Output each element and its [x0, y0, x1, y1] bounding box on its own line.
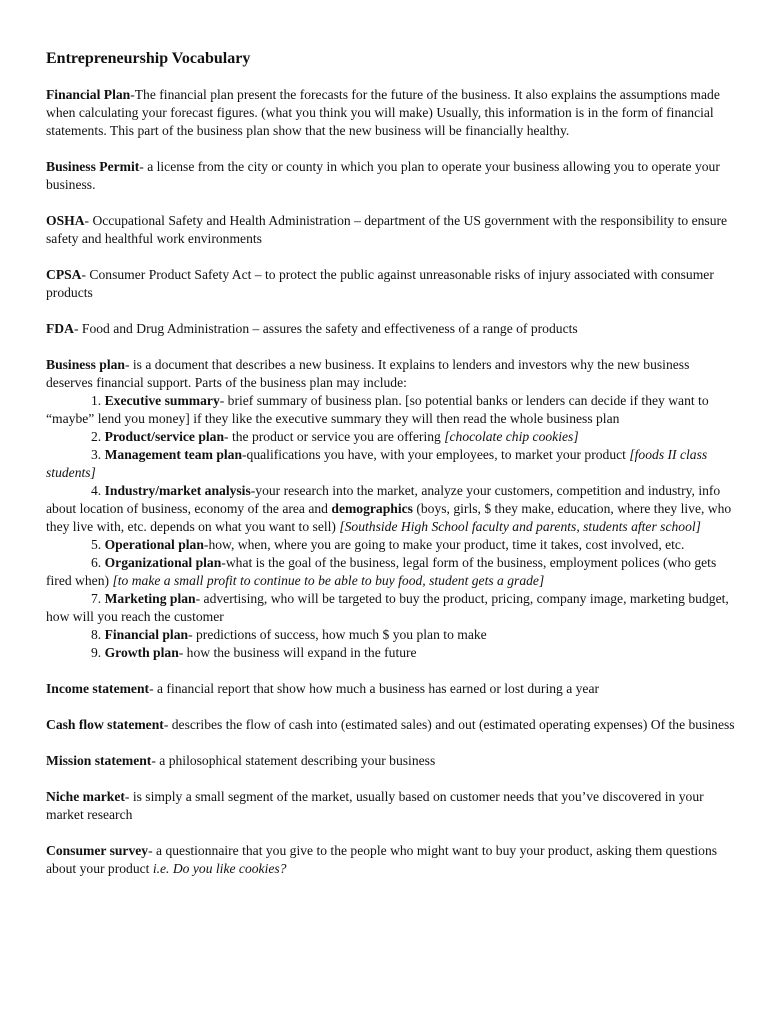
item-text: - how the business will expand in the future: [178, 645, 417, 660]
page-title: Entrepreneurship Vocabulary: [46, 50, 251, 67]
term: Niche market: [46, 789, 125, 804]
item-term: Marketing plan: [104, 591, 196, 606]
list-item: [46, 446, 736, 482]
item-term: Growth plan: [104, 645, 179, 660]
item-number: 7.: [91, 591, 105, 606]
term: CPSA: [46, 267, 82, 282]
item-term: Executive summary: [104, 393, 220, 408]
term: Cash flow statement: [46, 717, 164, 732]
item-text: - advertising, who will be targeted to buy the product, pricing, company image, marketing budget, how will you reach the customer: [46, 591, 729, 624]
item-text: -how, when, where you are going to make your product, time it takes, cost involved, etc.: [203, 537, 685, 552]
entry-financial-plan: [46, 86, 736, 140]
entry-income-statement: [46, 680, 736, 698]
item-term: Financial plan: [104, 627, 189, 642]
item-term: Management team plan: [104, 447, 243, 462]
item-number: 2.: [91, 429, 105, 444]
item-text: -what is the goal of the business, legal form of the business, employment polices (who gets fired when): [46, 555, 717, 588]
entry-niche-market: [46, 788, 736, 824]
item-text: -qualifications you have, with your employees, to market your product: [242, 447, 630, 462]
item-term: Organizational plan: [104, 555, 222, 570]
item-number: 5.: [91, 537, 105, 552]
item-text: - predictions of success, how much $ you plan to make: [188, 627, 487, 642]
entry-business-permit: [46, 158, 736, 194]
definition: - describes the flow of cash into (estimated sales) and out (estimated operating expenses) Of the business: [163, 717, 735, 732]
term: Financial Plan: [46, 87, 131, 102]
definition: - a license from the city or county in which you plan to operate your business allowing you to operate your business.: [46, 159, 720, 192]
definition: - is a document that describes a new business. It explains to lenders and investors why the new business deserves financial support. Parts of the business plan may include:: [46, 357, 690, 390]
document-body: [46, 49, 736, 896]
definition: - Consumer Product Safety Act – to protect the public against unreasonable risks of injury associated with consumer products: [46, 267, 714, 300]
item-term: Industry/market analysis: [104, 483, 251, 498]
definition: -The financial plan present the forecasts for the future of the business. It also explains the assumptions made when calculating your forecast figures. (what you think you will make) Usually, this information is in the form of financial statements. This part of the business plan show that the new business will be financially healthy.: [46, 87, 720, 138]
list-item: [46, 482, 736, 536]
example: i.e. Do you like cookies?: [152, 861, 287, 876]
entry-business-plan: [46, 356, 736, 392]
item-term: Product/service plan: [104, 429, 225, 444]
item-text-continued: (boys, girls, $ they make, education, where they live, who they live with, etc. depends on what you want to sell): [46, 501, 732, 534]
item-number: 3.: [91, 447, 105, 462]
entry-cash-flow-statement: [46, 716, 736, 734]
definition: - Food and Drug Administration – assures the safety and effectiveness of a range of products: [73, 321, 578, 336]
definition: - a financial report that show how much a business has earned or lost during a year: [149, 681, 600, 696]
term: FDA: [46, 321, 74, 336]
definition: - a philosophical statement describing your business: [151, 753, 436, 768]
item-example: [Southside High School faculty and parents, students after school]: [339, 519, 701, 534]
definition: - a questionnaire that you give to the people who might want to buy your product, asking them questions about your product: [46, 843, 718, 876]
definition: - Occupational Safety and Health Administration – department of the US government with the responsibility to ensure safety and healthful work environments: [46, 213, 728, 246]
item-mid-term: demographics: [331, 501, 413, 516]
list-item: [46, 644, 736, 662]
entry-cpsa: [46, 266, 736, 302]
list-item: [46, 554, 736, 590]
entry-consumer-survey: [46, 842, 736, 878]
term: OSHA: [46, 213, 85, 228]
term: Business plan: [46, 357, 125, 372]
list-item: [46, 590, 736, 626]
list-item: [46, 536, 736, 554]
item-text: - brief summary of business plan. [so potential banks or lenders can decide if they want to “maybe” lend you money] if they like the executive summary they will then read the whole business plan: [46, 393, 709, 426]
term: Mission statement: [46, 753, 152, 768]
item-example: [foods II class students]: [46, 447, 708, 480]
list-item: [46, 428, 736, 446]
item-example: [to make a small profit to continue to be able to buy food, student gets a grade]: [112, 573, 545, 588]
term: Business Permit: [46, 159, 140, 174]
term: Consumer survey: [46, 843, 149, 858]
term: Income statement: [46, 681, 150, 696]
item-number: 8.: [91, 627, 105, 642]
item-number: 9.: [91, 645, 105, 660]
entry-mission-statement: [46, 752, 736, 770]
entry-osha: [46, 212, 736, 248]
item-example: [chocolate chip cookies]: [444, 429, 579, 444]
list-item: [46, 626, 736, 644]
business-plan-parts-list: [46, 392, 736, 662]
item-term: Operational plan: [104, 537, 204, 552]
item-number: 6.: [91, 555, 105, 570]
definition: - is simply a small segment of the market, usually based on customer needs that you’ve discovered in your market research: [46, 789, 704, 822]
item-number: 4.: [91, 483, 105, 498]
list-item: [46, 392, 736, 428]
item-text: -your research into the market, analyze your customers, competition and industry, info about location of business, economy of the area and: [46, 483, 721, 516]
item-number: 1.: [91, 393, 105, 408]
entry-fda: [46, 320, 736, 338]
item-text: - the product or service you are offering: [224, 429, 445, 444]
